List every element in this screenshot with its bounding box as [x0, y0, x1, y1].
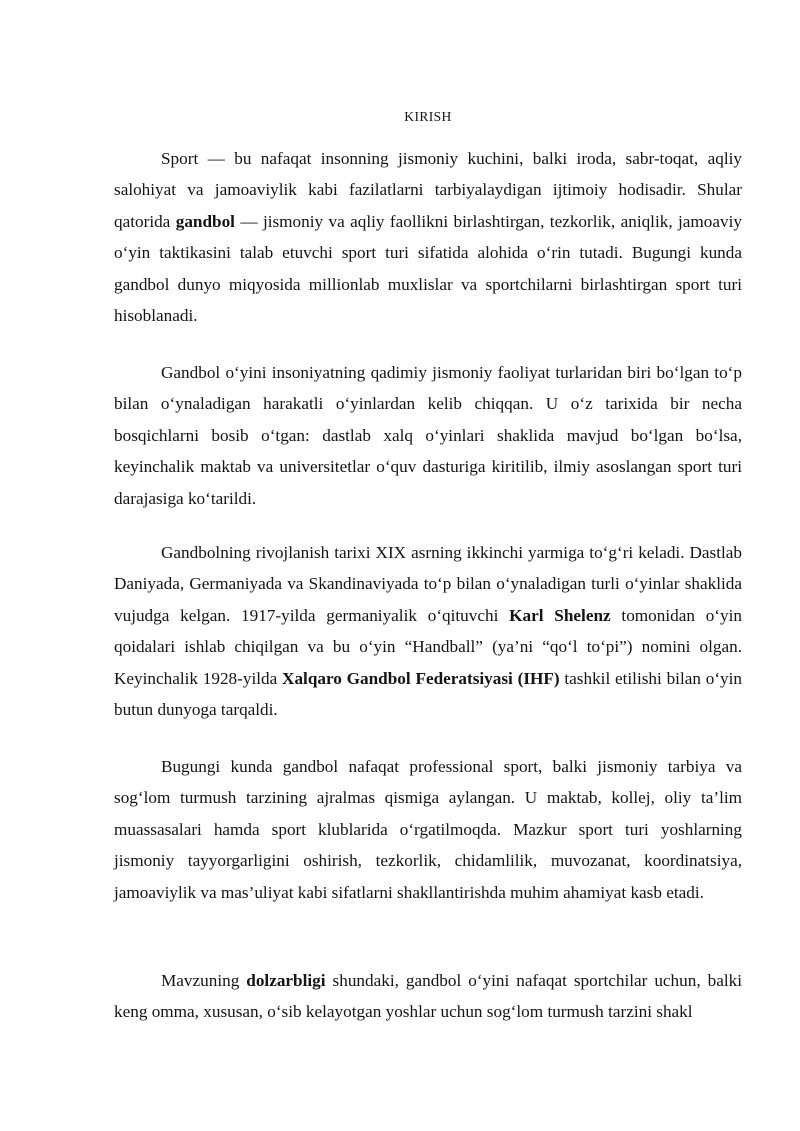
paragraph-text: Gandbol o‘yini insoniyatning qadimiy jismoniy faoliyat turlaridan biri bo‘lgan to‘p bilan o‘ynaladigan harakatli o‘yinlardan kelib chiqqan. U o‘z tarixida bir necha bosqichlarni bosib o‘tgan: dastlab xalq o‘yinlari shaklida mavjud bo‘lgan bo‘lsa, keyinchalik maktab va universitetlar o‘quv dasturiga kiritilib, ilmiy asoslangan sport turi darajasiga ko‘tarildi. [114, 363, 742, 508]
paragraph-text: Gandbolning rivojlanish tarixi XIX asrning ikkinchi yarmiga to‘g‘ri keladi. Dastlab Daniyada, Germaniyada va Skandinaviyada to‘p bilan o‘ynaladigan turli o‘yinlar shaklida vujudga kelgan. 1917-yilda germaniyalik o‘qituvchi [114, 543, 742, 625]
paragraph-today [114, 751, 742, 908]
paragraph-relevance [114, 965, 742, 1028]
bold-name-karl-shelenz: Karl Shelenz [509, 605, 611, 625]
paragraph-text: shundaki, gandbol o‘yini nafaqat sportchilar uchun, balki keng omma, xususan, o‘sib kelayotgan yoshlar uchun sog‘lom turmush tarzini shakl [114, 971, 742, 1022]
paragraph-text: Sport — bu nafaqat insonning jismoniy kuchini, balki iroda, sabr-toqat, aqliy salohiyat va jamoaviylik kabi fazilatlarni tarbiyalaydigan ijtimoiy hodisadir. Shular qatorida [114, 149, 742, 231]
section-heading: KIRISH [404, 109, 452, 124]
paragraph-history [114, 537, 742, 725]
bold-term-gandbol: gandbol [175, 211, 235, 231]
paragraph-text: Mavzuning [161, 971, 247, 990]
paragraph-text: tomonidan o‘yin qoidalari ishlab chiqilgan va bu o‘yin “Handball” (ya’ni “qo‘l to‘pi”) nomini olgan. Keyinchalik 1928-yilda [114, 605, 742, 688]
bold-name-ihf: Xalqaro Gandbol Federatsiyasi (IHF) [282, 668, 560, 688]
paragraph-origins [114, 357, 742, 514]
paragraph-text: — jismoniy va aqliy faollikni birlashtirgan, tezkorlik, aniqlik, jamoaviy o‘yin taktikasini talab etuvchi sport turi sifatida alohida o‘rin tutadi. Bugungi kunda gandbol dunyo miqyosida millionlab muxlislar va sportchilarni birlashtirgan sport turi hisoblanadi. [114, 211, 742, 326]
paragraph-text: tashkil etilishi bilan o‘yin butun dunyoga tarqaldi. [114, 668, 742, 720]
paragraph-introduction [114, 143, 742, 331]
bold-term-dolzarbligi: dolzarbligi [246, 971, 326, 990]
paragraph-text: Bugungi kunda gandbol nafaqat professional sport, balki jismoniy tarbiya va sog‘lom turmush tarzining ajralmas qismiga aylangan. U maktab, kollej, oliy ta’lim muassasalari hamda sport klublarida o‘rgatilmoqda. Mazkur sport turi yoshlarning jismoniy tayyorgarligini oshirish, tezkorlik, chidamlilik, muvozanat, koordinatsiya, jamoaviylik va mas’uliyat kabi sifatlarni shakllantirishda muhim ahamiyat kasb etadi. [114, 757, 742, 902]
